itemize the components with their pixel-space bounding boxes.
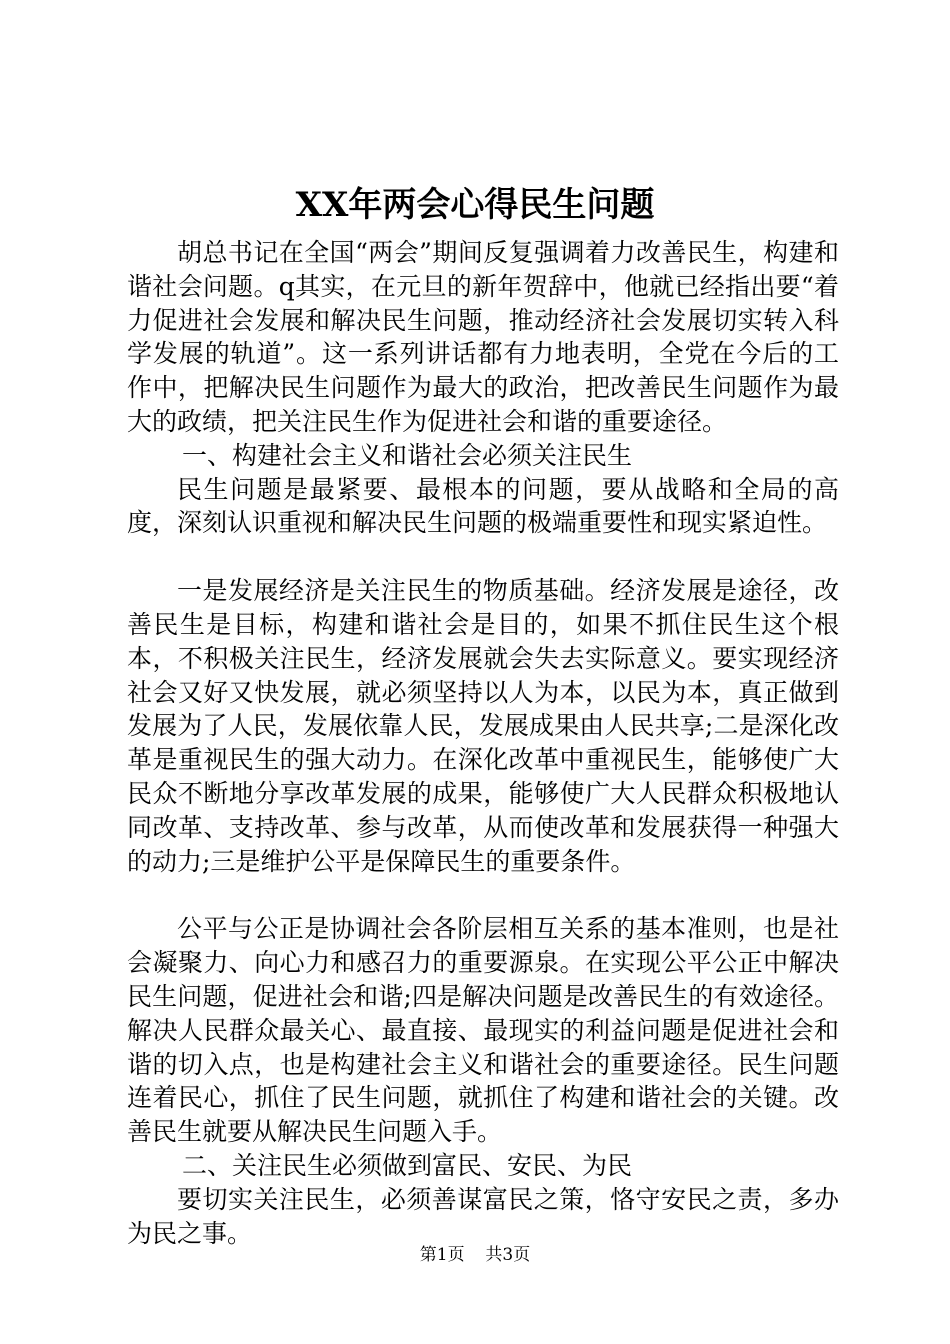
paragraph-gap: [127, 540, 839, 574]
page-number: 第1页: [419, 1245, 465, 1265]
section-heading-2: 二、关注民生必须做到富民、安民、为民: [182, 1150, 633, 1180]
page-total: 共3页: [485, 1245, 531, 1265]
document-title: XX年两会心得民生问题: [295, 185, 655, 225]
document-body: [127, 236, 839, 1250]
paragraph-intro: 胡总书记在全国“两会”期间反复强调着力改善民生，构建和谐社会问题。q其实，在元旦的新年贺辞中，他就已经指出要“着力促进社会发展和解决民生问题，推动经济社会发展切实转入科学发展的轨道”。这一系列讲话都有力地表明，全党在今后的工作中，把解决民生问题作为最大的政治，把改善民生问题作为最大的政绩，把关注民生作为促进社会和谐的重要途径。: [127, 238, 839, 436]
paragraph-2: 一是发展经济是关注民生的物质基础。经济发展是途径，改善民生是目标，构建和谐社会是目的，如果不抓住民生这个根本，不积极关注民生，经济发展就会失去实际意义。要实现经济社会又好又快发展，就必须坚持以人为本，以民为本，真正做到发展为了人民，发展依靠人民，发展成果由人民共享;二是深化改革是重视民生的强大动力。在深化改革中重视民生，能够使广大民众不断地分享改革发展的成果，能够使广大人民群众积极地认同改革、支持改革、参与改革，从而使改革和发展获得一种强大的动力;三是维护公平是保障民生的重要条件。: [127, 576, 839, 876]
paragraph-1: 民生问题是最紧要、最根本的问题，要从战略和全局的高度，深刻认识重视和解决民生问题的极端重要性和现实紧迫性。: [127, 474, 839, 538]
page-footer: [0, 1243, 950, 1267]
paragraph-3: 公平与公正是协调社会各阶层相互关系的基本准则，也是社会凝聚力、向心力和感召力的重要源泉。在实现公平公正中解决民生问题，促进社会和谐;四是解决问题是改善民生的有效途径。解决人民群众最关心、最直接、最现实的利益问题是促进社会和谐的切入点，也是构建社会主义和谐社会的重要途径。民生问题连着民心，抓住了民生问题，就抓住了构建和谐社会的关键。改善民生就要从解决民生问题入手。: [127, 914, 839, 1147]
section-heading-1: 一、构建社会主义和谐社会必须关注民生: [182, 440, 633, 470]
paragraph-4: 要切实关注民生，必须善谋富民之策，恪守安民之责，多办为民之事。: [127, 1184, 839, 1248]
paragraph-gap: [127, 878, 839, 912]
